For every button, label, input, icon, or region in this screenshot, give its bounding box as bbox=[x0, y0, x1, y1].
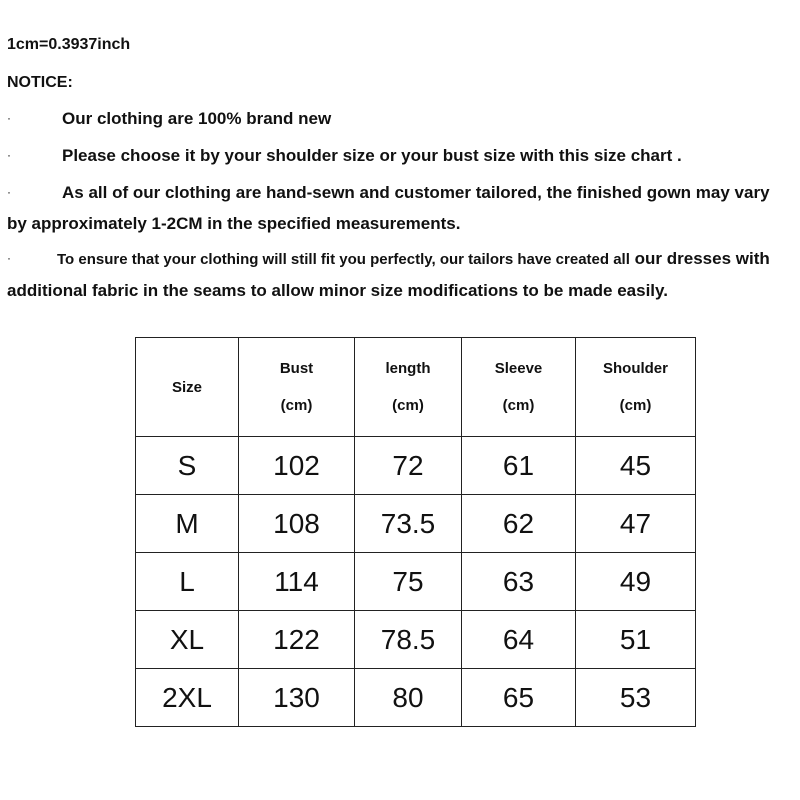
table-row bbox=[136, 669, 696, 727]
length-cell: 78.5 bbox=[355, 611, 462, 669]
size-chart-table bbox=[135, 337, 696, 727]
notice-text: our dresses with additional fabric in the seams to allow minor size modifications to be made easily. bbox=[7, 249, 770, 300]
header-sleeve: Sleeve (cm) bbox=[462, 338, 576, 437]
notice-line-4 bbox=[7, 243, 793, 306]
notice-line-3 bbox=[7, 177, 793, 239]
table-header-row bbox=[136, 338, 696, 437]
shoulder-cell: 51 bbox=[576, 611, 696, 669]
length-cell: 73.5 bbox=[355, 495, 462, 553]
table-row bbox=[136, 611, 696, 669]
size-cell: S bbox=[136, 437, 239, 495]
table-row bbox=[136, 437, 696, 495]
length-cell: 72 bbox=[355, 437, 462, 495]
header-bust: Bust (cm) bbox=[239, 338, 355, 437]
bust-cell: 130 bbox=[239, 669, 355, 727]
sleeve-cell: 63 bbox=[462, 553, 576, 611]
notice-text: As all of our clothing are hand-sewn and customer tailored, the finished gown may vary by approximately 1-2CM in the specified measurements. bbox=[7, 183, 770, 233]
header-length: length (cm) bbox=[355, 338, 462, 437]
table-row bbox=[136, 495, 696, 553]
bust-cell: 114 bbox=[239, 553, 355, 611]
bullet-dot: · bbox=[7, 111, 11, 125]
shoulder-cell: 45 bbox=[576, 437, 696, 495]
notice-line-2 bbox=[7, 140, 793, 171]
header-shoulder: Shoulder (cm) bbox=[576, 338, 696, 437]
length-cell: 75 bbox=[355, 553, 462, 611]
shoulder-cell: 49 bbox=[576, 553, 696, 611]
sleeve-cell: 65 bbox=[462, 669, 576, 727]
shoulder-cell: 47 bbox=[576, 495, 696, 553]
bullet-dot: · bbox=[7, 148, 11, 162]
notice-title: NOTICE: bbox=[7, 74, 73, 91]
sleeve-cell: 62 bbox=[462, 495, 576, 553]
bust-cell: 102 bbox=[239, 437, 355, 495]
notice-text: Please choose it by your shoulder size or your bust size with this size chart . bbox=[62, 146, 682, 165]
header-size: Size bbox=[136, 338, 239, 437]
size-cell: L bbox=[136, 553, 239, 611]
size-cell: XL bbox=[136, 611, 239, 669]
sleeve-cell: 61 bbox=[462, 437, 576, 495]
bullet-dot: · bbox=[7, 185, 11, 199]
bullet-dot: · bbox=[7, 251, 11, 265]
shoulder-cell: 53 bbox=[576, 669, 696, 727]
notice-text: Our clothing are 100% brand new bbox=[62, 109, 332, 128]
sleeve-cell: 64 bbox=[462, 611, 576, 669]
length-cell: 80 bbox=[355, 669, 462, 727]
table-row bbox=[136, 553, 696, 611]
notice-text-small: To ensure that your clothing will still fit you perfectly, our tailors have created all bbox=[57, 251, 630, 268]
notice-line-1 bbox=[7, 103, 793, 134]
size-cell: M bbox=[136, 495, 239, 553]
bust-cell: 122 bbox=[239, 611, 355, 669]
size-cell: 2XL bbox=[136, 669, 239, 727]
bust-cell: 108 bbox=[239, 495, 355, 553]
unit-conversion: 1cm=0.3937inch bbox=[7, 36, 131, 53]
